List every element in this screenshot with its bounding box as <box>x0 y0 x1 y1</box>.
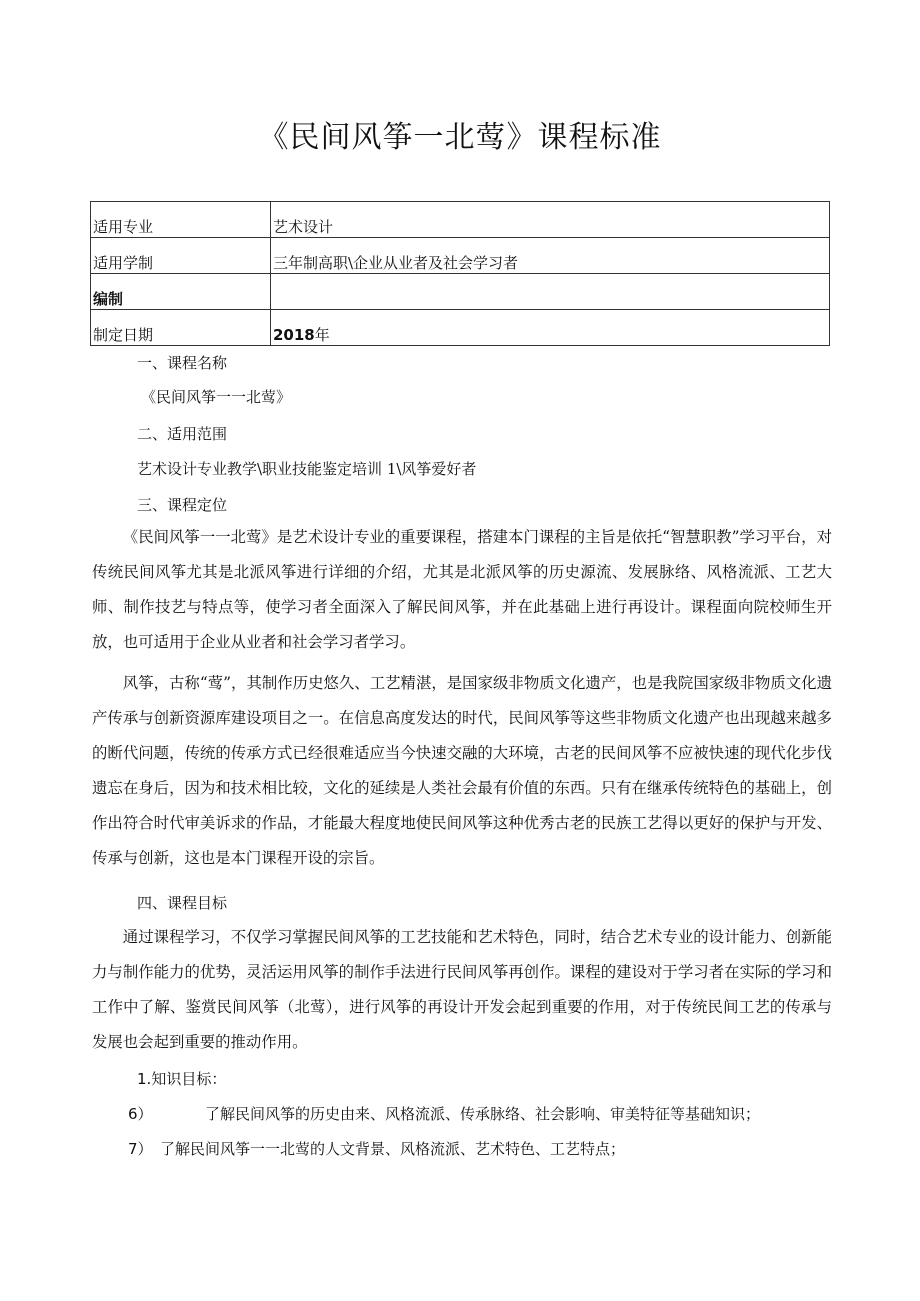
table-cell-label: 适用专业 <box>91 202 271 238</box>
table-row <box>91 274 830 310</box>
list-item-number: 7） <box>128 1140 153 1158</box>
paragraph: 通过课程学习，不仅学习掌握民间风筝的工艺技能和艺术特色，同时，结合艺术专业的设计能力、创新能力与制作能力的优势，灵活运用风筝的制作手法进行民间风筝再创作。课程的建设对于学习者在实际的学习和工作中了解、鉴赏民间风筝（北莺），进行风筝的再设计开发会起到重要的作用，对于传统民间工艺的传承与发展也会起到重要的推动作用。 <box>92 928 832 1051</box>
list-item-text: 了解民间风筝一一北莺的人文背景、风格流派、艺术特色、工艺特点； <box>160 1140 626 1158</box>
scope-text: 艺术设计专业教学\职业技能鉴定培训 1\风筝爱好者 <box>137 460 477 478</box>
list-item <box>128 1138 625 1159</box>
list-item-number: 6） <box>128 1105 153 1123</box>
paragraph: 风筝，古称“莺”，其制作历史悠久、工艺精湛，是国家级非物质文化遗产，也是我院国家级非物质文化遗产传承与创新资源库建设项目之一。在信息高度发达的时代，民间风筝等这些非物质文化遗产也出现越来越多的断代问题，传统的传承方式已经很难适应当今快速交融的大环境，古老的民间风筝不应被快速的现代化步伐遗忘在身后，因为和技术相比较，文化的延续是人类社会最有价值的东西。只有在继承传统特色的基础上，创作出符合时代审美诉求的作品，才能最大程度地使民间风筝这种优秀古老的民族工艺得以更好的保护与开发、传承与创新，这也是本门课程开设的宗旨。 <box>92 674 832 867</box>
section-heading: 四、课程目标 <box>137 894 228 912</box>
table-cell-label: 制定日期 <box>91 310 271 346</box>
table-row <box>91 238 830 274</box>
table-cell-value <box>271 310 830 346</box>
table-cell-value: 艺术设计 <box>271 202 830 238</box>
table-cell-value <box>271 274 830 310</box>
table-cell-label: 编制 <box>91 274 271 310</box>
table-row <box>91 202 830 238</box>
date-year: 2018 <box>273 326 315 344</box>
table-row <box>91 310 830 346</box>
list-item <box>128 1103 760 1124</box>
knowledge-heading-text: 知识目标： <box>151 1070 227 1088</box>
section-heading: 三、课程定位 <box>137 496 228 514</box>
info-table <box>90 201 830 346</box>
knowledge-heading-number: 1. <box>137 1070 152 1088</box>
table-cell-value: 三年制高职\企业从业者及社会学习者 <box>271 238 830 274</box>
course-name: 《民间风筝一一北莺》 <box>141 388 292 406</box>
date-suffix: 年 <box>314 326 330 344</box>
table-cell-label: 适用学制 <box>91 238 271 274</box>
page-title: 《民间风筝一北莺》课程标准 <box>258 120 662 155</box>
section-heading: 一、课程名称 <box>137 354 228 372</box>
paragraph: 《民间风筝一一北莺》是艺术设计专业的重要课程，搭建本门课程的主旨是依托“智慧职教”学习平台，对传统民间风筝尤其是北派风筝进行详细的介绍，尤其是北派风筝的历史源流、发展脉络、风格流派、工艺大师、制作技艺与特点等，使学习者全面深入了解民间风筝，并在此基础上进行再设计。课程面向院校师生开放，也可适用于企业从业者和社会学习者学习。 <box>92 528 832 651</box>
knowledge-heading <box>137 1068 226 1089</box>
list-item-text: 了解民间风筝的历史由来、风格流派、传承脉络、社会影响、审美特征等基础知识； <box>205 1105 761 1123</box>
section-heading: 二、适用范围 <box>137 425 228 443</box>
